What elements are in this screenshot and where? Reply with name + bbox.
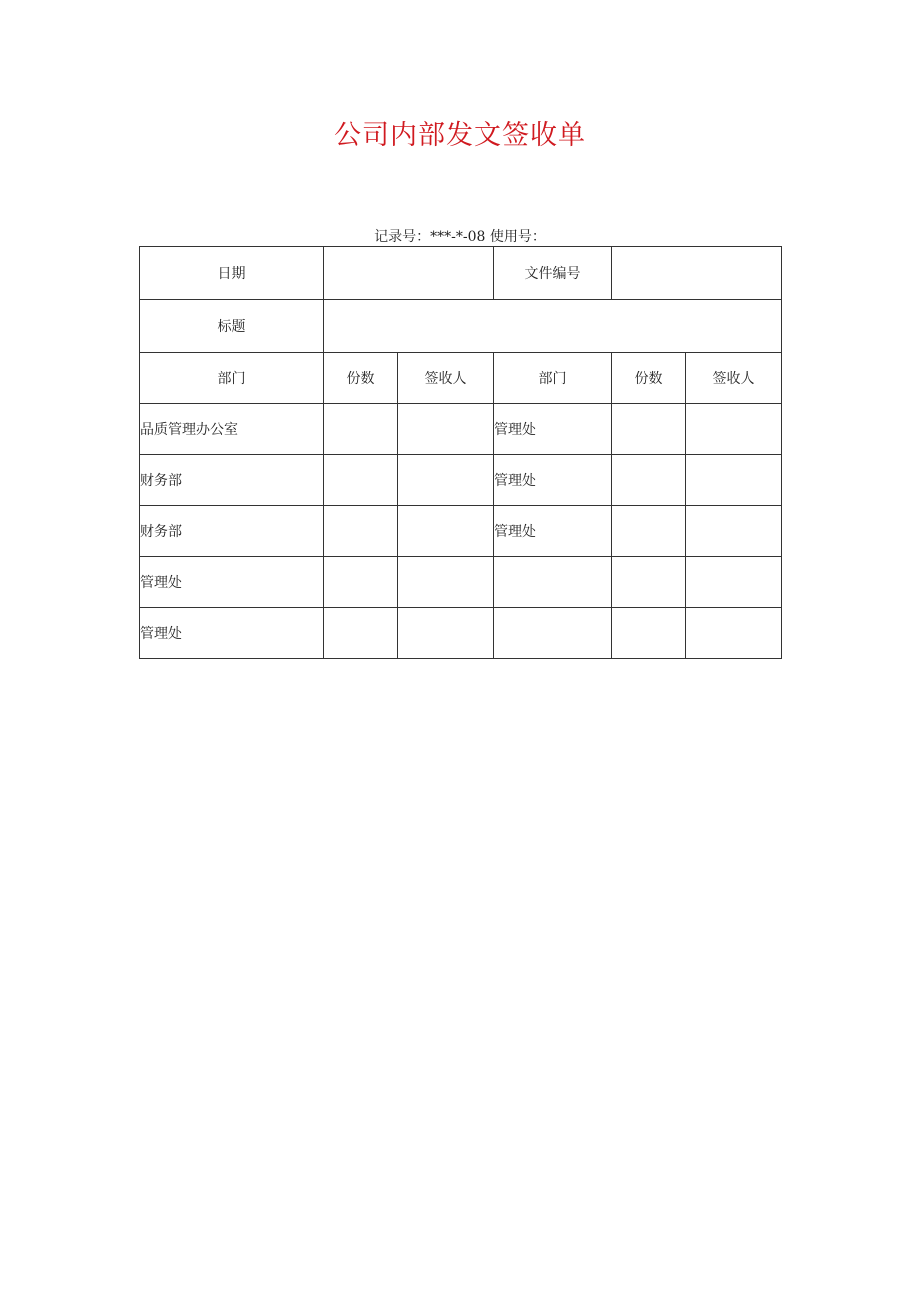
- left-copies-cell[interactable]: [324, 557, 398, 608]
- date-row: [140, 247, 782, 300]
- right-signer-cell[interactable]: [686, 608, 782, 659]
- left-dept-cell: 管理处: [140, 557, 324, 608]
- col-header-dept-right: 部门: [494, 353, 612, 404]
- left-dept-cell: 财务部: [140, 506, 324, 557]
- doc-number-field[interactable]: [612, 247, 782, 300]
- right-signer-cell[interactable]: [686, 557, 782, 608]
- left-dept-cell: 管理处: [140, 608, 324, 659]
- left-copies-cell[interactable]: [324, 506, 398, 557]
- left-copies-cell[interactable]: [324, 404, 398, 455]
- right-signer-cell[interactable]: [686, 455, 782, 506]
- right-dept-cell: 管理处: [494, 506, 612, 557]
- col-header-signer-right: 签收人: [686, 353, 782, 404]
- subject-field[interactable]: [324, 300, 782, 353]
- sign-off-table: [139, 246, 782, 659]
- right-dept-cell: 管理处: [494, 404, 612, 455]
- left-dept-cell: 品质管理办公室: [140, 404, 324, 455]
- col-header-copies-left: 份数: [324, 353, 398, 404]
- col-header-dept-left: 部门: [140, 353, 324, 404]
- date-field[interactable]: [324, 247, 494, 300]
- col-header-signer-left: 签收人: [398, 353, 494, 404]
- left-signer-cell[interactable]: [398, 506, 494, 557]
- subject-label: 标题: [140, 300, 324, 353]
- doc-number-label: 文件编号: [494, 247, 612, 300]
- table-row: [140, 506, 782, 557]
- table-row: [140, 404, 782, 455]
- date-label: 日期: [140, 247, 324, 300]
- table-row: [140, 608, 782, 659]
- right-copies-cell[interactable]: [612, 455, 686, 506]
- table-row: [140, 557, 782, 608]
- right-signer-cell[interactable]: [686, 506, 782, 557]
- left-signer-cell[interactable]: [398, 557, 494, 608]
- column-header-row: [140, 353, 782, 404]
- subject-row: [140, 300, 782, 353]
- record-number-line: 记录号：***-*-08 使用号：: [374, 229, 546, 245]
- right-copies-cell[interactable]: [612, 506, 686, 557]
- table-row: [140, 455, 782, 506]
- right-copies-cell[interactable]: [612, 404, 686, 455]
- left-signer-cell[interactable]: [398, 608, 494, 659]
- col-header-copies-right: 份数: [612, 353, 686, 404]
- left-signer-cell[interactable]: [398, 455, 494, 506]
- left-copies-cell[interactable]: [324, 455, 398, 506]
- right-dept-cell[interactable]: [494, 608, 612, 659]
- right-dept-cell[interactable]: [494, 557, 612, 608]
- right-copies-cell[interactable]: [612, 608, 686, 659]
- right-copies-cell[interactable]: [612, 557, 686, 608]
- left-signer-cell[interactable]: [398, 404, 494, 455]
- right-signer-cell[interactable]: [686, 404, 782, 455]
- page-title: 公司内部发文签收单: [334, 120, 586, 151]
- left-copies-cell[interactable]: [324, 608, 398, 659]
- left-dept-cell: 财务部: [140, 455, 324, 506]
- right-dept-cell: 管理处: [494, 455, 612, 506]
